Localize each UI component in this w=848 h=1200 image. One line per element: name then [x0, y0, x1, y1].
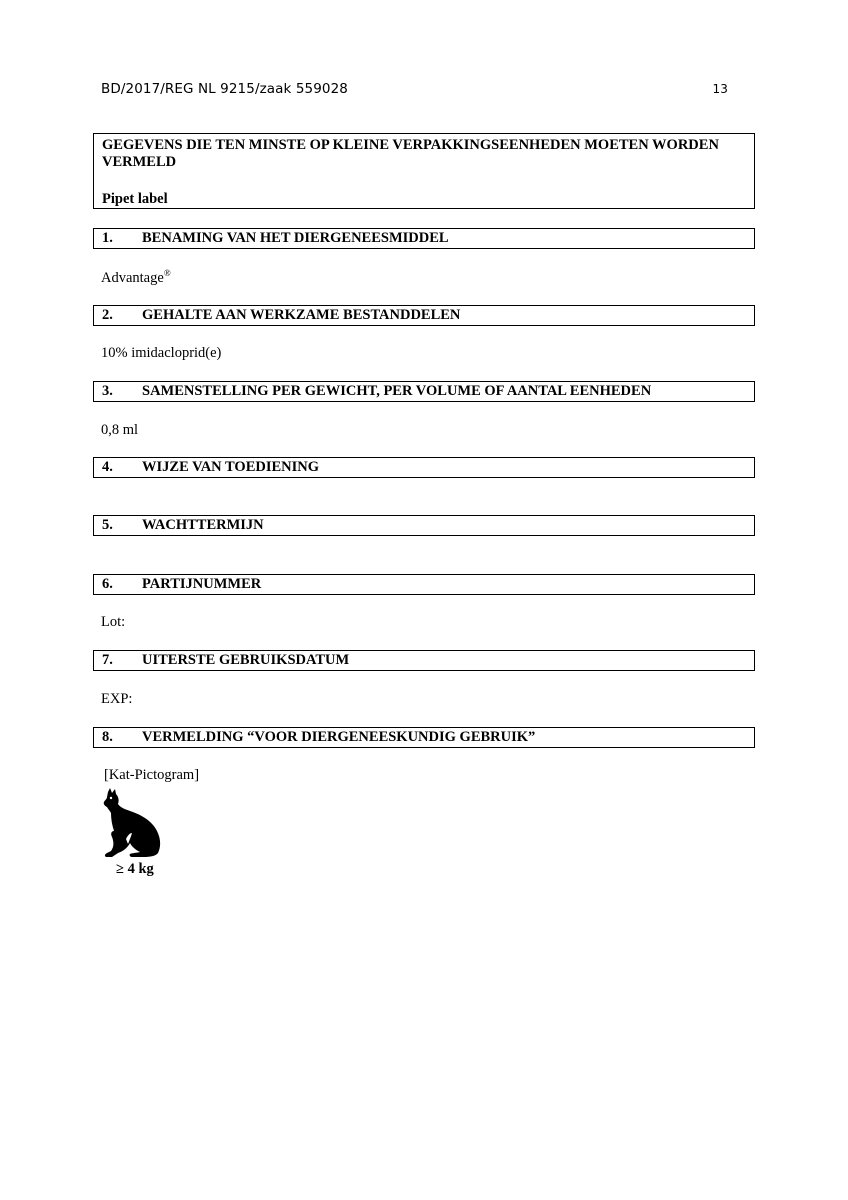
- registered-mark: ®: [163, 268, 171, 278]
- title-box: [93, 133, 755, 209]
- section-label: WIJZE VAN TOEDIENING: [142, 459, 320, 475]
- section-heading-3: [93, 381, 755, 402]
- page-number: 13: [712, 82, 728, 96]
- section-label: PARTIJNUMMER: [142, 576, 262, 592]
- section-number: 6.: [102, 576, 113, 592]
- section-heading-8: [93, 727, 755, 748]
- weight-label: ≥ 4 kg: [116, 861, 154, 877]
- section-content-3: 0,8 ml: [101, 422, 139, 438]
- section-content-2: 10% imidacloprid(e): [101, 345, 222, 361]
- title-text: GEGEVENS DIE TEN MINSTE OP KLEINE VERPAKKINGSEENHEDEN MOETEN WORDEN VERMELD: [102, 137, 719, 170]
- section-number: 2.: [102, 307, 113, 323]
- section-number: 7.: [102, 652, 113, 668]
- section-content-7: EXP:: [101, 691, 133, 707]
- section-heading-2: [93, 305, 755, 326]
- section-content-6: Lot:: [101, 614, 126, 630]
- section-heading-1: [93, 228, 755, 249]
- section-label: SAMENSTELLING PER GEWICHT, PER VOLUME OF AANTAL EENHEDEN: [142, 383, 652, 399]
- section-label: UITERSTE GEBRUIKSDATUM: [142, 652, 350, 668]
- section-label: GEHALTE AAN WERKZAME BESTANDDELEN: [142, 307, 461, 323]
- page-header: [101, 81, 731, 97]
- subtitle-text: Pipet label: [102, 191, 168, 207]
- section-label: BENAMING VAN HET DIERGENEESMIDDEL: [142, 230, 449, 246]
- pictogram-label: [Kat-Pictogram]: [104, 767, 200, 783]
- section-label: VERMELDING “VOOR DIERGENEESKUNDIG GEBRUIK”: [142, 729, 536, 745]
- section-number: 1.: [102, 230, 113, 246]
- section-number: 8.: [102, 729, 113, 745]
- section-label: WACHTTERMIJN: [142, 517, 264, 533]
- section-heading-4: [93, 457, 755, 478]
- document-reference: BD/2017/REG NL 9215/zaak 559028: [101, 81, 348, 97]
- section-heading-7: [93, 650, 755, 671]
- section-content-1: [101, 268, 171, 287]
- section-number: 3.: [102, 383, 113, 399]
- section-number: 5.: [102, 517, 113, 533]
- cat-icon: [102, 787, 164, 859]
- section-heading-6: [93, 574, 755, 595]
- section-number: 4.: [102, 459, 113, 475]
- section-heading-5: [93, 515, 755, 536]
- product-name: Advantage: [101, 270, 164, 286]
